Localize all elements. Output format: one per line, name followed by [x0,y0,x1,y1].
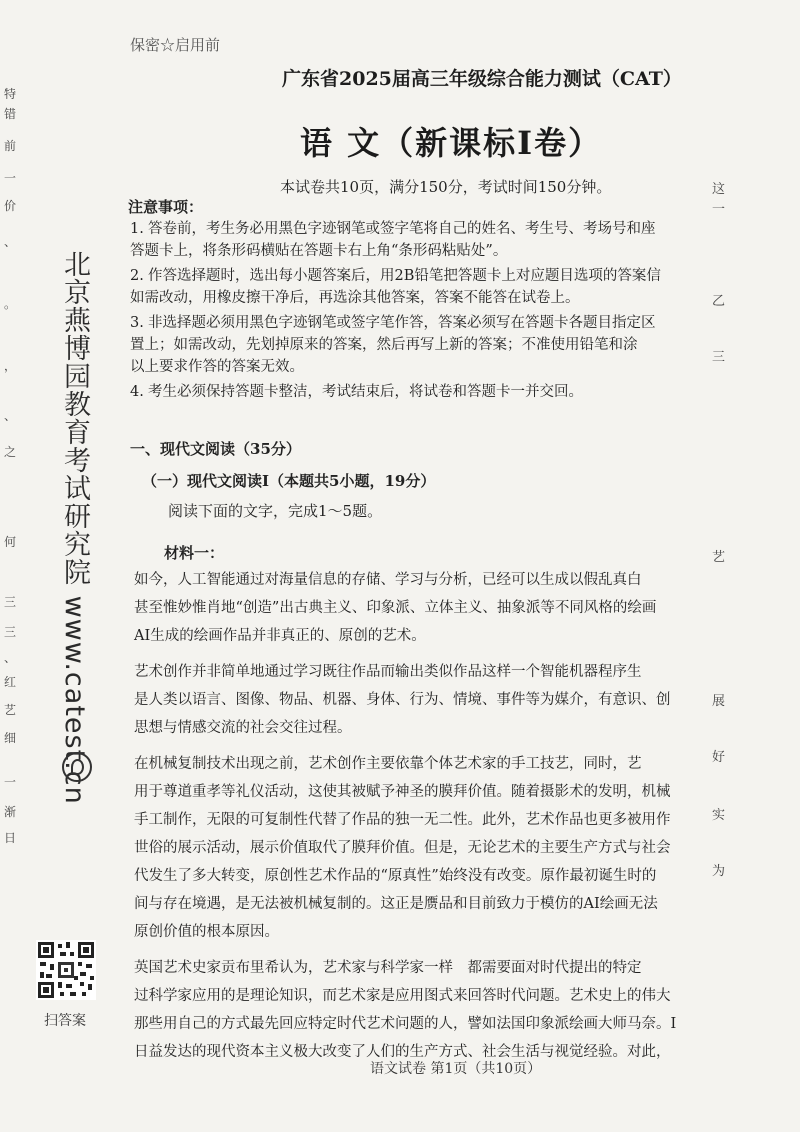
exam-title: 广东省2025届高三年级综合能力测试（CAT） [282,68,682,90]
binding-margin [0,0,118,1132]
margin-mark: 艺 [4,703,17,717]
margin-mark: 三 [4,625,17,639]
confidential-mark: 保密☆启用前 [130,36,221,54]
subject-title: 语 文（新课标Ⅰ卷） [300,124,603,162]
notice-item [130,265,710,309]
notice-number: 4. [130,384,144,400]
margin-mark: ， [4,359,17,373]
right-margin-mark: 这 [712,182,726,197]
notice-text: 答卷前，考生务必用黑色字迹钢笔或签字笔将自己的姓名、考生号、考场号和座 答题卡上，将条形码横贴在答题卡右上角“条形码粘贴处”。 [130,221,656,259]
margin-mark: 前 [4,139,17,153]
right-margin-mark: 一 [712,202,726,217]
reading-passage [134,566,714,1066]
margin-mark: 一 [4,171,17,185]
publisher-logo-icon [62,752,92,782]
section-heading: 一、现代文阅读（35分） [130,440,301,458]
passage-paragraph: 艺术创作并非简单地通过学习既往作品而输出类似作品这样一个智能机器程序生 是人类以语言、图像、物品、机器、身体、行为、情境、事件等为媒介，有意识、创 思想与情感交流的社会交往过程。 [134,664,671,736]
passage-paragraph: 在机械复制技术出现之前，艺术创作主要依靠个体艺术家的手工技艺，同时，艺 用于尊道重孝等礼仪活动，这使其被赋予神圣的膜拜价值。随着摄影术的发明，机械 手工制作，无限的可复制性代替了作品的独一无二性。此外，艺术作品也更多被用作 世俗的展示活动，展示价值取代了膜拜价值。但是，无论艺术的主要生产方式与社会 代发生了多大转变，原创性艺术作品的“原真性”始终没有改变。原作最初诞生时的 间与存在境遇，是无法被机械复制的。这正是赝品和目前致力于模仿的AI绘画无法 原创价值的根本原因。 [134,756,671,940]
qr-caption: 扫答案 [44,1013,86,1029]
notice-text: 考生必须保持答题卡整洁，考试结束后，将试卷和答题卡一并交回。 [148,384,583,400]
qr-code-icon[interactable] [36,940,96,1000]
notice-text: 作答选择题时，选出每小题答案后，用2B铅笔把答题卡上对应题目选项的答案信 如需改动，用橡皮擦干净后，再选涂其他答案，答案不能答在试卷上。 [130,268,661,306]
reading-instruction: 阅读下面的文字，完成1～5题。 [168,502,383,520]
notice-item [130,218,710,262]
margin-mark: 。 [4,297,17,311]
margin-mark: 渐 [4,805,17,819]
notice-item [130,312,710,378]
subsection-heading: （一）现代文阅读Ⅰ（本题共5小题，19分） [142,472,436,490]
margin-mark: 、 [4,235,17,249]
notice-item [130,381,710,403]
margin-mark: 日 [4,831,17,845]
margin-mark: 、 [4,409,17,423]
publisher-vertical-text: 北京燕博园教育考试研究院 www.catest.cn [59,250,90,805]
notice-number: 2. [130,268,144,284]
margin-marks [4,60,20,880]
margin-mark: 特 [4,87,17,101]
notice-text: 非选择题必须用黑色字迹钢笔或签字笔作答，答案必须写在答题卡各题目指定区 置上；如需改动，先划掉原来的答案，然后再写上新的答案；不准使用铅笔和涂 以上要求作答的答案无效。 [130,315,656,375]
right-margin-mark: 为 [712,864,726,879]
right-margin-mark: 好 [712,750,726,765]
right-margin-mark: 展 [712,694,726,709]
right-margin-mark: 艺 [712,550,726,565]
margin-mark: 价 [4,199,17,213]
qr-code-graphic [36,940,96,1000]
notice-number: 1. [130,221,144,237]
material-label: 材料一： [164,544,225,562]
margin-mark: 何 [4,535,17,549]
right-margin-mark: 实 [712,808,726,823]
margin-mark: 一 [4,775,17,789]
page-footer: 语文试卷 第1页（共10页） [370,1061,542,1077]
notice-list [130,218,710,403]
margin-mark: 之 [4,445,17,459]
margin-mark: 错 [4,107,17,121]
notice-number: 3. [130,315,144,331]
passage-paragraph: 如今，人工智能通过对海量信息的存储、学习与分析，已经可以生成以假乱真白 甚至惟妙惟肖地“创造”出古典主义、印象派、立体主义、抽象派等不同风格的绘画 AI生成的绘画作品并非真正的、原创的艺术。 [134,572,657,644]
exam-info: 本试卷共10页，满分150分，考试时间150分钟。 [280,178,612,196]
margin-mark: 三 [4,595,17,609]
passage-paragraph: 英国艺术史家贡布里希认为，艺术家与科学家一样 都需要面对时代提出的特定 过科学家应用的是理论知识，而艺术家是应用图式来回答时代问题。艺术史上的伟大 那些用自己的方式最先回应特定时代艺术问题的人，譬如法国印象派绘画大师马奈。I 日益发达的现代资本主义极大改变了人们的生产方式、社会生活与视觉经验。对此， [134,960,677,1060]
margin-mark: 红 [4,675,17,689]
right-margin-mark: 乙 [712,294,726,309]
margin-mark: 细 [4,731,17,745]
right-margin-mark: 三 [712,350,726,365]
margin-mark: 、 [4,651,17,665]
notice-heading: 注意事项： [128,198,204,216]
